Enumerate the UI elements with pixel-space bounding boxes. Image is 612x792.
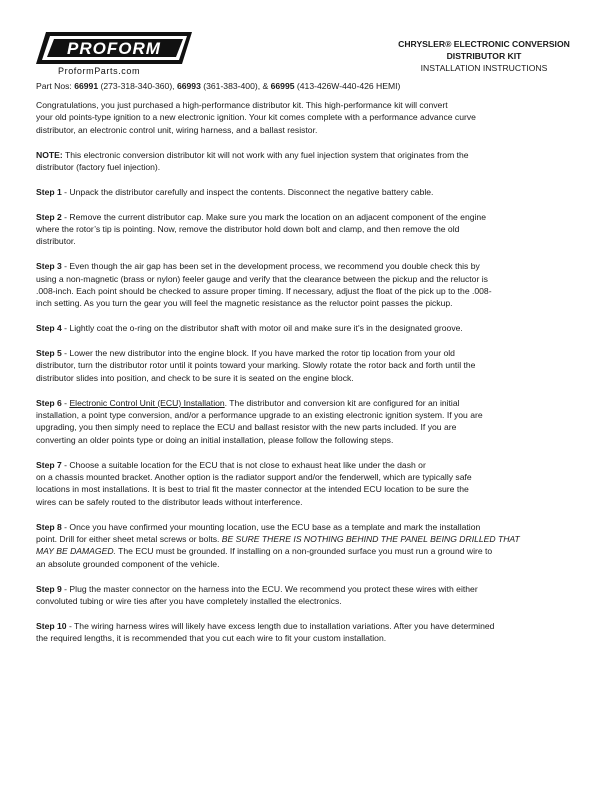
- svg-text:PROFORM: [67, 39, 161, 58]
- step-label: Step 9: [36, 583, 62, 594]
- note-paragraph: [36, 149, 576, 174]
- partno-1-detail: (273-318-340-360),: [98, 81, 177, 91]
- step-1: [36, 186, 576, 198]
- step-text: locations in most installations. It is best to trial fit the master connector at the intended ECU location to be sure the: [36, 484, 469, 495]
- step-3: [36, 260, 576, 310]
- step-text: converting an older points type or doing an initial installation, please follow the following steps.: [36, 434, 394, 445]
- header-title-line3: INSTALLATION INSTRUCTIONS: [420, 63, 548, 74]
- step-label: Step 1: [36, 186, 62, 197]
- step-label: Step 6: [36, 397, 62, 408]
- step-text: distributor.: [36, 236, 76, 247]
- step-text: installation, a point type conversion, and/or a performance upgrade to an existing electronic ignition system. If you are: [36, 410, 483, 421]
- note-label: NOTE:: [36, 149, 63, 160]
- step-text: The ECU must be grounded. If installing on a non-grounded surface you must run a ground wire to: [115, 546, 493, 557]
- note-line: distributor (factory fuel injection).: [36, 162, 161, 173]
- step-text: .008-inch. Each point should be checked to assure proper timing. If necessary, adjust the float of the pick up to the .008-: [36, 286, 492, 297]
- step-text: - Remove the current distributor cap. Make sure you mark the location on an adjacent component of the engine: [61, 211, 486, 222]
- step-7: [36, 459, 576, 509]
- step-label: Step 2: [36, 211, 62, 222]
- partno-2: 66993: [176, 81, 201, 91]
- step-label: Step 7: [36, 459, 62, 470]
- step-text: - Even though the air gap has been set in the development process, we recommend you double check this by: [61, 261, 480, 272]
- step-text: - Unpack the distributor carefully and inspect the contents. Disconnect the negative battery cable.: [61, 186, 434, 197]
- partnos-label: Part Nos:: [36, 81, 75, 91]
- step-text: - Lightly coat the o-ring on the distributor shaft with motor oil and make sure it's in the designated groove.: [61, 323, 463, 334]
- header-title-line1: CHRYSLER® ELECTRONIC CONVERSION: [398, 39, 570, 49]
- step-2: [36, 211, 576, 248]
- step-label: Step 10: [36, 620, 67, 631]
- document-header: [394, 38, 574, 75]
- logo-url: ProformParts.com: [58, 66, 141, 76]
- step-6: [36, 397, 576, 447]
- step-text: wires can be safely routed to the distributor leads without interference.: [36, 496, 303, 507]
- partno-1: 66991: [74, 81, 99, 91]
- step-text: distributor slides into position, and check to be sure it is seated on the engine block.: [36, 372, 354, 383]
- step-text: - Plug the master connector on the harness into the ECU. We recommend you protect these wires with either: [61, 583, 478, 594]
- step-dash: -: [61, 397, 70, 408]
- step-5: [36, 347, 576, 384]
- step-4: [36, 322, 576, 334]
- step-9: [36, 583, 576, 608]
- intro-paragraph: [36, 99, 576, 136]
- step-text: an absolute grounded component of the vehicle.: [36, 558, 220, 569]
- step-text: using a non-magnetic (brass or nylon) feeler gauge and verify that the clearance between the pickup and the reluctor is: [36, 273, 488, 284]
- step-text: - Lower the new distributor into the engine block. If you have marked the rotor tip location from your old: [61, 348, 455, 359]
- partno-3-detail: (413-426W-440-426 HEMI): [294, 81, 401, 91]
- step-label: Step 5: [36, 348, 62, 359]
- intro-line: Congratulations, you just purchased a high-performance distributor kit. This high-performance kit will convert: [36, 100, 448, 110]
- part-numbers: [36, 81, 400, 91]
- step-label: Step 8: [36, 521, 62, 532]
- ecu-installation-heading: Electronic Control Unit (ECU) Installation: [69, 397, 225, 408]
- step-text: on a chassis mounted bracket. Another option is the radiator support and/or the fenderwell, which are typically safe: [36, 472, 472, 483]
- intro-line: your old points-type ignition to a new electronic ignition. Your kit comes complete with a performance advance curve: [36, 112, 476, 123]
- step-label: Step 4: [36, 323, 62, 334]
- step-text: distributor, turn the distributor rotor until it points toward your marking. Slowly rotate the rotor back and forth until the: [36, 360, 476, 371]
- step-text: - The wiring harness wires will likely have excess length due to installation variations. After you have determined: [66, 620, 495, 631]
- note-line: This electronic conversion distributor kit will not work with any fuel injection system that originates from the: [62, 149, 469, 160]
- step-text: - Once you have confirmed your mounting location, use the ECU base as a template and mark the installation: [61, 521, 481, 532]
- step-text: where the rotor’s tip is pointing. Now, remove the distributor hold down bolt and clamp, and then remove the old: [36, 224, 460, 235]
- step-text: point. Drill for either sheet metal screws or bolts.: [36, 534, 222, 545]
- step-text: the required lengths, it is recommended that you cut each wire to fit your custom installation.: [36, 633, 387, 644]
- step-text: upgrading, you then simply need to replace the ECU and ballast resistor with the new parts included. If you are: [36, 422, 457, 433]
- logo-wordmark: PROFORM: [67, 39, 161, 58]
- step-label: Step 3: [36, 261, 62, 272]
- header-title-line2: DISTRIBUTOR KIT: [446, 51, 522, 62]
- step-text: inch setting. As you turn the gear you will feel the magnetic resistance as the reluctor point passes the pickup.: [36, 298, 453, 309]
- partno-2-detail: (361-383-400), &: [200, 81, 271, 91]
- step-text: convoluted tubing or wire ties after you have completely installed the electronics.: [36, 596, 342, 607]
- step-text: - Choose a suitable location for the ECU that is not close to exhaust heat like under the dash or: [61, 459, 426, 470]
- intro-line: distributor, an electronic control unit, wiring harness, and a ballast resistor.: [36, 124, 318, 135]
- partno-3: 66995: [270, 81, 295, 91]
- drill-warning: MAY BE DAMAGED.: [36, 546, 116, 557]
- instructions-body: [36, 99, 576, 657]
- step-10: [36, 620, 576, 645]
- step-8: [36, 521, 576, 571]
- drill-warning: BE SURE THERE IS NOTHING BEHIND THE PANEL BEING DRILLED THAT: [221, 534, 520, 545]
- step-text: . The distributor and conversion kit are configured for an initial: [224, 397, 460, 408]
- proform-logo-graphic: [34, 30, 194, 66]
